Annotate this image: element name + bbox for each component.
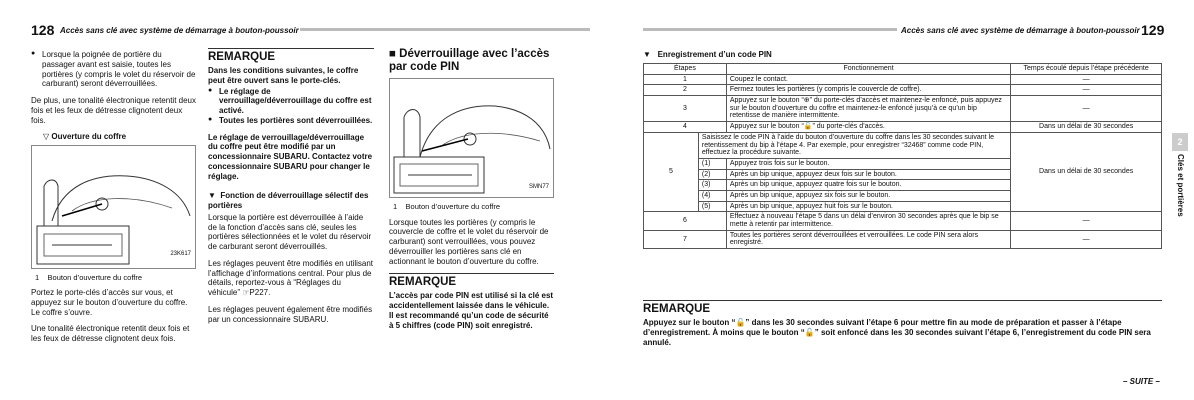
caption-number: 1 — [393, 202, 398, 212]
left-column-2 — [208, 48, 374, 331]
paragraph-dealer: Les réglages peuvent également être modifiés par un concessionnaire SUBARU. — [208, 304, 373, 324]
right-header-rule — [643, 28, 897, 31]
subhead-selective-unlock — [208, 191, 374, 211]
desc-cell: Appuyez sur le bouton “🔓” du porte-clés d’accès. — [726, 122, 1010, 133]
subhead-text: Ouverture du coffre — [51, 132, 127, 142]
substep-cell: (3) — [698, 180, 726, 191]
desc-cell: Toutes les portières seront déverrouillées et verrouillées. Le code PIN sera alors enregistré. — [726, 230, 1010, 248]
remarque-intro: Dans les conditions suivantes, le coffre peut être ouvert sans le porte-clés. — [208, 66, 359, 85]
remarque-heading: REMARQUE — [643, 300, 1162, 316]
table-row — [644, 74, 1162, 85]
car-rear-illustration — [390, 79, 553, 197]
table-row — [644, 122, 1162, 133]
figure-code: SMN77 — [528, 184, 549, 191]
paragraph-carry-key: Portez le porte-clés d’accès sur vous, et appuyez sur le bouton d’ouverture du coffre. Le coffre s’ouvre. — [31, 288, 188, 317]
desc-cell: Appuyez sur le bouton “⊕” du porte-clés d’accès et maintenez-le enfoncé, puis appuyez sur le bouton d’ouverture du coffre et maintenez-le enfoncé jusqu’à ce qu’un bip retentisse de manière intermittente. — [726, 96, 1010, 122]
desc-cell: Effectuez à nouveau l’étape 5 dans un délai d’environ 30 secondes après que le bip se mette à retentir par intermittence. — [726, 212, 1010, 230]
table-title-symbol: ▼ — [643, 50, 651, 59]
desc-cell: Après un bip unique, appuyez six fois sur le bouton. — [726, 190, 1010, 201]
section-symbol: ■ — [389, 48, 396, 60]
bullet-front-passenger: ● Lorsque la poignée de portière du passager avant est saisie, toutes les portières (y compris le volet du réservoir de carburant) seront déverrouillées. — [31, 50, 196, 89]
paragraph-settings: Les réglages peuvent être modifiés en utilisant l’affichage d’informations central. Pour plus de détails, reportez-vous à “Réglages du véhicule” ☞P227. — [208, 258, 373, 298]
step-cell: 7 — [644, 230, 727, 248]
desc-cell: Appuyez trois fois sur le bouton. — [726, 158, 1010, 169]
paragraph-tone: Une tonalité électronique retentit deux fois et les feux de détresse clignotent deux fois. — [31, 324, 190, 344]
section-title: Déverrouillage avec l’accès par code PIN — [389, 48, 550, 74]
time-cell: — — [1011, 85, 1162, 96]
step-cell: 6 — [644, 212, 727, 230]
left-column-3 — [389, 48, 554, 337]
substep-cell: (2) — [698, 169, 726, 180]
subhead-symbol: ▽ — [43, 132, 50, 142]
section-pin-unlock — [389, 48, 554, 74]
table-row — [644, 212, 1162, 230]
desc-cell: Saisissez le code PIN à l’aide du bouton d’ouverture du coffre dans les 30 secondes suivant le retentissement du bip à l’étape 4. Par exemple, pour enregistrer “32468” comme code PIN, effectuez la procédure suivante. — [698, 132, 1010, 158]
header-operation: Fonctionnement — [726, 64, 1010, 75]
left-page-header: Accès sans clé avec système de démarrage à bouton-poussoir — [60, 26, 299, 35]
step-cell: 4 — [644, 122, 727, 133]
table-title-text: Enregistrement d’un code PIN — [657, 50, 772, 59]
step-cell: 5 — [644, 132, 699, 212]
step-cell: 2 — [644, 85, 727, 96]
side-tab — [1172, 133, 1188, 151]
side-tab-number: 2 — [1177, 137, 1183, 147]
substep-cell: (1) — [698, 158, 726, 169]
car-rear-illustration — [32, 146, 195, 268]
desc-cell: Après un bip unique, appuyez huit fois sur le bouton. — [726, 201, 1010, 212]
paragraph-pin: Lorsque toutes les portières (y compris le couvercle de coffre et le volet du réservoir de carburant) sont verrouillées, vous pouvez déverrouiller les portières sans clé en actionnant le bouton d’ouverture du coffre. — [389, 217, 549, 266]
caption-text: Bouton d’ouverture du coffre — [47, 273, 143, 282]
figure-caption — [35, 273, 196, 282]
figure-caption — [393, 202, 554, 211]
subhead-trunk-open — [31, 132, 196, 142]
remarque-bullet-2: ● Toutes les portières sont déverrouillées. — [208, 116, 374, 126]
table-row — [644, 230, 1162, 248]
time-cell: Dans un délai de 30 secondes — [1011, 122, 1162, 133]
table-header-row — [644, 64, 1162, 75]
desc-cell: Fermez toutes les portières (y compris le couvercle de coffre). — [726, 85, 1010, 96]
header-time: Temps écoulé depuis l’étape précédente — [1011, 64, 1162, 75]
remarque-heading: REMARQUE — [389, 273, 554, 289]
remarque-heading: REMARQUE — [208, 48, 374, 64]
side-tab-label: Clés et portières — [1175, 154, 1185, 217]
remarque-setting: Le réglage de verrouillage/déverrouillage du coffre peut être modifié par un concessionnaire SUBARU. Contactez votre concessionnaire SUBARU pour changer le réglage. — [208, 132, 373, 181]
time-cell: — — [1011, 212, 1162, 230]
pin-table — [643, 63, 1162, 249]
desc-cell: Après un bip unique, appuyez quatre fois sur le bouton. — [726, 180, 1010, 191]
table-row — [644, 132, 1162, 158]
time-cell: — — [1011, 74, 1162, 85]
desc-cell: Coupez le contact. — [726, 74, 1010, 85]
paragraph-selective: Lorsque la portière est déverrouillée à l’aide de la fonction d’accès sans clé, seules les portières sélectionnées et le volet du réservoir de carburant seront déverrouillés. — [208, 212, 372, 252]
left-header-rule — [300, 28, 590, 31]
left-column-1 — [31, 50, 196, 351]
desc-cell: Après un bip unique, appuyez deux fois sur le bouton. — [726, 169, 1010, 180]
substep-cell: (5) — [698, 201, 726, 212]
remarque-text: Appuyez sur le bouton “🔓” dans les 30 secondes suivant l’étape 6 pour mettre fin au mode de préparation et passer à l’étape d’enregistrement. À moins que le bouton “🔓” soit enfoncé dans les 30 secondes suivant l’étape 6, l’enregistrement du code PIN sera annulé. — [643, 318, 1151, 347]
pin-trunk-figure — [389, 78, 554, 198]
step-cell: 3 — [644, 96, 727, 122]
header-steps: Étapes — [644, 64, 727, 75]
remarque-pin-text: L’accès par code PIN est utilisé si la clé est accidentellement laissée dans le véhicule. Il est recommandé qu’un code de sécurité à 5 chiffres (code PIN) soit enregistré. — [389, 291, 554, 330]
right-remarque — [643, 300, 1162, 347]
caption-text: Bouton d’ouverture du coffre — [405, 202, 501, 212]
time-cell: — — [1011, 96, 1162, 122]
caption-number: 1 — [35, 273, 40, 282]
subhead-symbol: ▼ — [208, 191, 216, 201]
table-title — [643, 50, 772, 60]
time-cell: Dans un délai de 30 secondes — [1011, 132, 1162, 212]
trunk-button-figure — [31, 145, 196, 269]
table-row — [644, 96, 1162, 122]
right-page-number: 129 — [1141, 22, 1165, 38]
substep-cell: (4) — [698, 190, 726, 201]
table-row — [644, 85, 1162, 96]
right-page-header: Accès sans clé avec système de démarrage à bouton-poussoir — [901, 26, 1140, 35]
time-cell: — — [1011, 230, 1162, 248]
subhead-text: Fonction de déverrouillage sélectif des portières — [208, 191, 369, 211]
paragraph-hazard: De plus, une tonalité électronique retentit deux fois et les feux de détresse clignotent deux fois. — [31, 96, 196, 125]
remarque-bullet-1: ● Le réglage de verrouillage/déverrouillage du coffre est activé. — [208, 87, 374, 116]
figure-code: 23K617 — [170, 250, 191, 257]
suite-label: – SUITE – — [1123, 377, 1160, 386]
step-cell: 1 — [644, 74, 727, 85]
left-page-number: 128 — [31, 22, 55, 38]
